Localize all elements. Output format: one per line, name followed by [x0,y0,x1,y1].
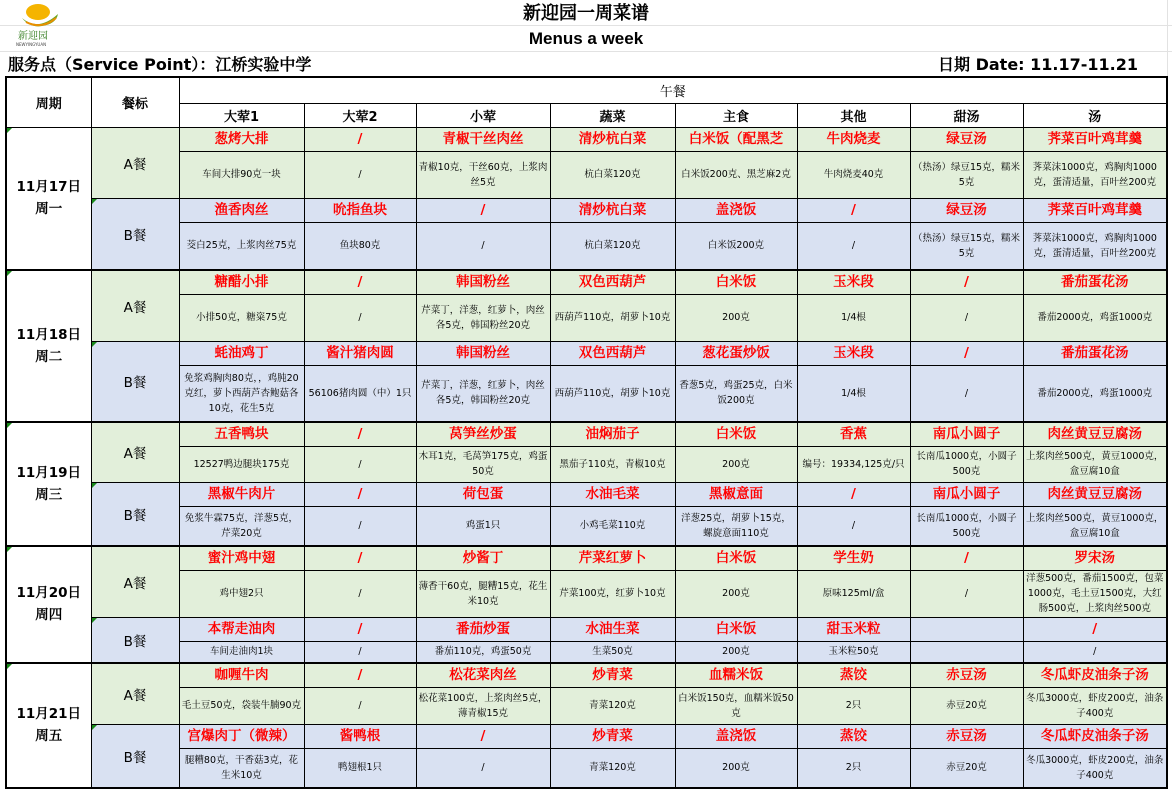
day-cell [6,546,91,663]
dish-name: / [304,127,416,151]
dish-detail: / [304,151,416,198]
dish-name: / [1023,617,1167,641]
day-date: 11月20日 [16,585,82,601]
dish-name: 肉丝黄豆豆腐汤 [1023,482,1167,506]
day-weekday: 周一 [35,201,63,217]
dish-detail: 鸡蛋1只 [416,506,550,546]
dish-row [6,341,1167,365]
dish-name: 青椒干丝肉丝 [416,127,550,151]
meal-label: A餐 [91,270,179,342]
dish-detail: / [304,446,416,482]
dish-detail: 番茄2000克，鸡蛋1000克 [1023,365,1167,422]
dish-name: 南瓜小圆子 [910,482,1023,506]
dish-name: 宫爆肉丁（微辣） [179,724,304,748]
dish-detail: 芹菜丁，洋葱，红萝卜，肉丝各5克，韩国粉丝20克 [416,365,550,422]
dish-name: 松花菜肉丝 [416,663,550,688]
dish-name: / [910,546,1023,571]
day-cell [6,270,91,422]
dish-detail: / [304,506,416,546]
dish-name: 清炒杭白菜 [550,127,675,151]
header-meal: 餐标 [91,77,179,127]
dish-name: 蒸饺 [797,724,910,748]
dish-name: 甜玉米粒 [797,617,910,641]
dish-name: / [304,663,416,688]
dish-name: 炒青菜 [550,724,675,748]
dish-name: 韩国粉丝 [416,341,550,365]
day-date: 11月17日 [16,179,82,195]
dish-detail: 赤豆20克 [910,687,1023,724]
dish-detail: 牛肉烧麦40克 [797,151,910,198]
dish-detail: / [416,222,550,270]
dish-name: 葱花蛋炒饭 [675,341,797,365]
meal-label: B餐 [91,341,179,422]
dish-detail: 200克 [675,294,797,341]
dish-name: 蒸饺 [797,663,910,688]
dish-row [6,663,1167,688]
dish-detail: 芹菜100克，红萝卜10克 [550,570,675,617]
meal-label: B餐 [91,198,179,270]
meal-label: B餐 [91,617,179,663]
dish-detail: 200克 [675,446,797,482]
dish-row [6,724,1167,748]
dish-row [6,422,1167,447]
day-weekday: 周三 [35,486,63,503]
dish-detail: 青菜120克 [550,687,675,724]
dish-detail: / [910,365,1023,422]
header-lunch: 午餐 [179,77,1167,103]
dish-detail: 鱼块80克 [304,222,416,270]
dish-detail: 2只 [797,687,910,724]
dish-name: 玉米段 [797,341,910,365]
dish-name: 葱烤大排 [179,127,304,151]
dish-detail: 长南瓜1000克，小圆子500克 [910,506,1023,546]
dish-name: 血糯米饭 [675,663,797,688]
dish-detail: 免浆鸡胸肉80克，，鸡肫20克红，萝卜西葫芦杏鲍菇各10克，花生5克 [179,365,304,422]
dish-name: / [910,270,1023,295]
dish-row [6,546,1167,571]
dish-name: 盖浇饭 [675,198,797,222]
dish-name: 蜜汁鸡中翅 [179,546,304,571]
dish-detail: 洋葱500克，番茄1500克，包菜1000克，毛土豆1500克，大红肠500克，上浆肉丝500克 [1023,570,1167,617]
meal-label: A餐 [91,127,179,198]
dish-detail: 玉米粒50克 [797,641,910,663]
dish-detail: 芹菜丁，洋葱，红萝卜，肉丝各5克，韩国粉丝20克 [416,294,550,341]
dish-detail: 西葫芦110克，胡萝卜10克 [550,365,675,422]
dish-name: 番茄蛋花汤 [1023,341,1167,365]
meal-label: A餐 [91,663,179,725]
dish-detail: 小排50克，糖粢75克 [179,294,304,341]
dish-detail: 200克 [675,570,797,617]
dish-detail: 生菜50克 [550,641,675,663]
dish-detail: / [304,641,416,663]
detail-row [6,222,1167,270]
meal-label: A餐 [91,546,179,618]
dish-name: 炒青菜 [550,663,675,688]
dish-row [6,198,1167,222]
dish-name: / [416,198,550,222]
dish-detail: 原味125ml/盒 [797,570,910,617]
dish-detail: 杭白菜120克 [550,151,675,198]
dish-name: 白米饭 [675,617,797,641]
dish-name: / [797,198,910,222]
day-date: 11月19日 [16,464,82,481]
dish-detail: 上浆肉丝500克，黄豆1000克，盒豆腐10盒 [1023,446,1167,482]
dish-name: 白米饭 [675,546,797,571]
dish-name: 南瓜小圆子 [910,422,1023,447]
dish-detail: 番茄2000克，鸡蛋1000克 [1023,294,1167,341]
dish-name: 盖浇饭 [675,724,797,748]
header-col: 甜汤 [910,103,1023,127]
dish-detail: 杭白菜120克 [550,222,675,270]
dish-detail: 车间走油肉1块 [179,641,304,663]
dish-detail: 白米饭200克、黑芝麻2克 [675,151,797,198]
dish-detail: / [797,506,910,546]
dish-detail: / [304,294,416,341]
detail-row [6,641,1167,663]
dish-name: 蚝油鸡丁 [179,341,304,365]
dish-detail: 茭白25克，上浆肉丝75克 [179,222,304,270]
dish-name: / [416,724,550,748]
dish-name: 赤豆汤 [910,724,1023,748]
dish-detail: 青椒10克，干丝60克，上浆肉丝5克 [416,151,550,198]
day-weekday: 周四 [35,607,63,623]
dish-detail: 56106猪肉圆（中）1只 [304,365,416,422]
dish-detail: 松花菜100克，上浆肉丝5克，薄青椒15克 [416,687,550,724]
dish-detail: / [910,570,1023,617]
dish-name: 渔香肉丝 [179,198,304,222]
dish-detail: 冬瓜3000克，虾皮200克，油条子400克 [1023,687,1167,724]
dish-name: 白米饭 [675,270,797,295]
dish-detail: 白米饭150克，血糯米饭50克 [675,687,797,724]
header-col: 蔬菜 [550,103,675,127]
meal-label: A餐 [91,422,179,483]
dish-detail: 毛土豆50克，袋装牛腩90克 [179,687,304,724]
dish-name: 牛肉烧麦 [797,127,910,151]
dish-name: / [304,422,416,447]
header-col: 小荤 [416,103,550,127]
svg-text:NEWYINGYUAN: NEWYINGYUAN [16,42,47,47]
detail-row [6,294,1167,341]
dish-name: 双色西葫芦 [550,270,675,295]
dish-name: 学生奶 [797,546,910,571]
dish-name: 双色西葫芦 [550,341,675,365]
dish-name [910,617,1023,641]
dish-detail: 小鸡毛菜110克 [550,506,675,546]
dish-name: 韩国粉丝 [416,270,550,295]
dish-detail: 番茄110克，鸡蛋50克 [416,641,550,663]
dish-name: 糖醋小排 [179,270,304,295]
dish-name: 荷包蛋 [416,482,550,506]
dish-name: 水油毛菜 [550,482,675,506]
dish-detail: 1/4根 [797,365,910,422]
dish-row [6,270,1167,295]
dish-name: 莴笋丝炒蛋 [416,422,550,447]
dish-name: 赤豆汤 [910,663,1023,688]
dish-detail: 洋葱25克，胡萝卜15克，螺旋意面110克 [675,506,797,546]
dish-detail: 青菜120克 [550,748,675,788]
dish-name: 咖喱牛肉 [179,663,304,688]
dish-name: 油焖茄子 [550,422,675,447]
dish-name: 酱鸭根 [304,724,416,748]
header-col: 大荤1 [179,103,304,127]
dish-detail: 冬瓜3000克，虾皮200克，油条子400克 [1023,748,1167,788]
dish-detail: / [304,687,416,724]
dish-name: 清炒杭白菜 [550,198,675,222]
svg-text:新迎园: 新迎园 [18,31,48,42]
dish-name: 黑椒意面 [675,482,797,506]
detail-row [6,570,1167,617]
detail-row [6,151,1167,198]
dish-detail: / [416,748,550,788]
dish-detail: 12527鸭边腿块175克 [179,446,304,482]
dish-name: / [797,482,910,506]
dish-detail: 荠菜沫1000克，鸡胸肉1000克，蛋清适量，百叶丝200克 [1023,222,1167,270]
dish-name: 绿豆汤 [910,198,1023,222]
dish-detail: 木耳1克，毛莴笋175克，鸡蛋50克 [416,446,550,482]
dish-detail: 荠菜沫1000克，鸡胸肉1000克，蛋清适量，百叶丝200克 [1023,151,1167,198]
dish-detail: 200克 [675,748,797,788]
dish-detail: 鸭翅根1只 [304,748,416,788]
dish-detail: 免浆牛霖75克，洋葱5克，芹菜20克 [179,506,304,546]
page-subtitle: Menus a week [528,29,644,48]
dish-name: 玉米段 [797,270,910,295]
page-title: 新迎园一周菜谱 [523,3,649,24]
dish-detail: / [304,570,416,617]
dish-name: 肉丝黄豆豆腐汤 [1023,422,1167,447]
dish-name: 五香鸭块 [179,422,304,447]
header-period: 周期 [6,77,91,127]
dish-detail: / [1023,641,1167,663]
detail-row [6,365,1167,422]
dish-name: 本帮走油肉 [179,617,304,641]
dish-detail: 1/4根 [797,294,910,341]
day-cell [6,663,91,788]
dish-row [6,127,1167,151]
dish-detail: 黑茄子110克，青椒10克 [550,446,675,482]
dish-row [6,482,1167,506]
dish-name: 芹菜红萝卜 [550,546,675,571]
dish-row [6,617,1167,641]
service-point: 服务点（Service Point）：江桥实验中学 [8,55,312,74]
dish-detail: / [797,222,910,270]
dish-name: 白米饭 [675,422,797,447]
dish-name: 冬瓜虾皮油条子汤 [1023,663,1167,688]
meal-label: B餐 [91,482,179,546]
dish-detail: 上浆肉丝500克，黄豆1000克，盒豆腐10盒 [1023,506,1167,546]
meal-label: B餐 [91,724,179,788]
date-range: 日期 Date: 11.17-11.21 [938,55,1138,74]
dish-name: 炒酱丁 [416,546,550,571]
dish-detail: 2只 [797,748,910,788]
day-cell [6,422,91,546]
dish-detail: 西葫芦110克，胡萝卜10克 [550,294,675,341]
dish-detail: 长南瓜1000克，小圆子500克 [910,446,1023,482]
dish-name: 番茄蛋花汤 [1023,270,1167,295]
dish-detail: 编号：19334,125克/只 [797,446,910,482]
dish-name: 白米饭（配黑芝 [675,127,797,151]
detail-row [6,748,1167,788]
dish-name: / [304,546,416,571]
dish-detail: （热汤）绿豆15克，糯米5克 [910,151,1023,198]
dish-name: / [910,341,1023,365]
dish-name: 香蕉 [797,422,910,447]
dish-name: 罗宋汤 [1023,546,1167,571]
dish-name: 番茄炒蛋 [416,617,550,641]
dish-detail: 车间大排90克一块 [179,151,304,198]
dish-detail: 赤豆20克 [910,748,1023,788]
dish-name: 黑椒牛肉片 [179,482,304,506]
dish-detail: 腿糟80克，干香菇3克，花生米10克 [179,748,304,788]
dish-name: / [304,617,416,641]
dish-name: 绿豆汤 [910,127,1023,151]
dish-name: 荠菜百叶鸡茸羹 [1023,198,1167,222]
dish-detail [910,641,1023,663]
detail-row [6,446,1167,482]
day-weekday: 周二 [35,348,63,365]
menu-body [6,127,1167,788]
menu-table [5,76,1168,789]
dish-detail: / [910,294,1023,341]
dish-name: 荠菜百叶鸡茸羹 [1023,127,1167,151]
dish-detail: 200克 [675,641,797,663]
header-col: 主食 [675,103,797,127]
detail-row [6,687,1167,724]
dish-name: 酱汁猪肉圆 [304,341,416,365]
dish-detail: （热汤）绿豆15克，糯米5克 [910,222,1023,270]
dish-name: 冬瓜虾皮油条子汤 [1023,724,1167,748]
day-weekday: 周五 [35,728,63,744]
dish-name: / [304,482,416,506]
header-col: 汤 [1023,103,1167,127]
day-date: 11月18日 [16,326,82,343]
header-col: 大荤2 [304,103,416,127]
dish-detail: 薄香干60克，腿糟15克，花生米10克 [416,570,550,617]
dish-name: 吮指鱼块 [304,198,416,222]
detail-row [6,506,1167,546]
header-col: 其他 [797,103,910,127]
dish-detail: 鸡中翅2只 [179,570,304,617]
dish-name: / [304,270,416,295]
dish-detail: 香葱5克，鸡蛋25克，白米饭200克 [675,365,797,422]
dish-name: 水油生菜 [550,617,675,641]
day-date: 11月21日 [16,706,82,722]
day-cell [6,127,91,270]
dish-detail: 白米饭200克 [675,222,797,270]
